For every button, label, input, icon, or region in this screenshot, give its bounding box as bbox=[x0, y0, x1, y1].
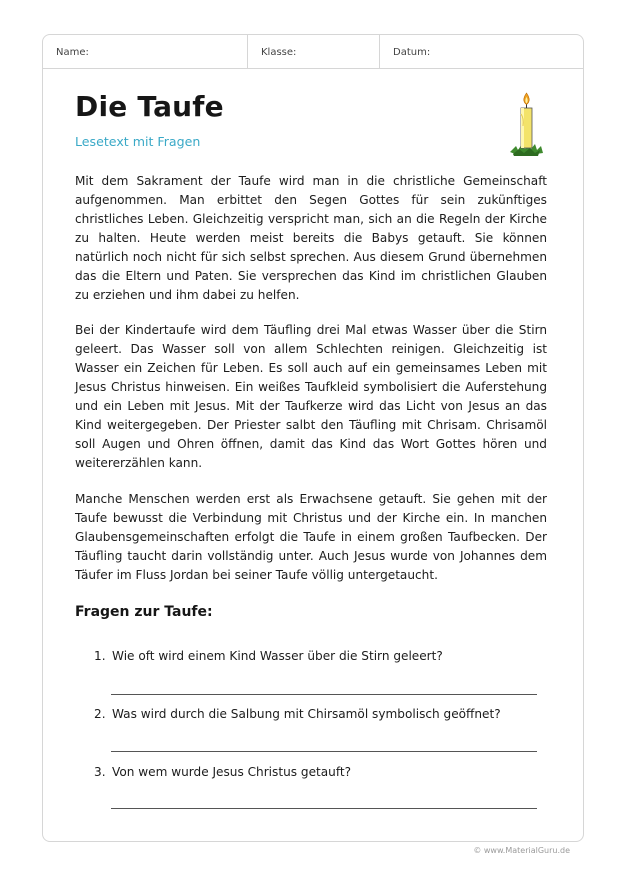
question-text: Was wird durch die Salbung mit Chirsamöl symbolisch geöffnet? bbox=[112, 707, 501, 721]
answer-line-2[interactable] bbox=[111, 751, 537, 752]
paragraph-1: Mit dem Sakrament der Taufe wird man in die christliche Gemeinschaft aufgenommen. Man erbittet den Segen Gottes für sein zukünftiges christliches Leben. Gleichzeitig verspricht man, sich an die Regeln der Kirche zu halten. Heute werden meist bereits die Babys getauft. Sie können natürlich noch nicht für sich selbst sprechen. Aus diesem Grund übernehmen das die Eltern und Paten. Sie versprechen das Kind im christlichen Glauben zu erziehen und ihm dabei zu helfen. bbox=[75, 174, 547, 302]
paragraph-2: Bei der Kindertaufe wird dem Täufling drei Mal etwas Wasser über die Stirn geleert. Das Wasser soll von allem Schlechten reinigen. Gleichzeitig ist Wasser ein Zeichen für Leben. Es soll auch auf ein gemeinsames Leben mit Jesus Christus hinweisen. Ein weißes Taufkleid symbolisiert die Auferstehung und ein Leben mit Jesus. Mit der Taufkerze wird das Licht von Jesus an das Kind weitergegeben. Der Priester salbt den Täufling mit Chrisam. Chrisamöl soll Augen und Ohren öffnen, damit das Kind das Wort Gottes hören und weitererzählen kann. bbox=[75, 323, 547, 470]
name-field[interactable] bbox=[43, 35, 248, 68]
paragraph-3: Manche Menschen werden erst als Erwachsene getauft. Sie gehen mit der Taufe bewusst die Verbindung mit Christus und der Kirche ein. In manchen Glaubensgemeinschaften erfolgt die Taufe in einem großen Taufbecken. Der Täufling taucht darin vollständig unter. Auch Jesus wurde von Johannes dem Täufer im Fluss Jordan bei seiner Taufe völlig untergetaucht. bbox=[75, 492, 547, 582]
question-2 bbox=[94, 706, 544, 722]
question-number: 1. bbox=[94, 649, 106, 663]
question-3 bbox=[94, 764, 544, 780]
class-label: Klasse: bbox=[261, 47, 297, 58]
class-field[interactable] bbox=[248, 35, 380, 68]
page-title: Die Taufe bbox=[75, 90, 224, 123]
date-field[interactable] bbox=[380, 35, 583, 68]
question-number: 2. bbox=[94, 707, 106, 721]
candle-icon bbox=[508, 92, 544, 158]
page-subtitle: Lesetext mit Fragen bbox=[75, 134, 201, 149]
question-text: Von wem wurde Jesus Christus getauft? bbox=[112, 765, 352, 779]
question-1 bbox=[94, 648, 544, 664]
answer-line-1[interactable] bbox=[111, 694, 537, 695]
answer-line-3[interactable] bbox=[111, 808, 537, 809]
header-fields bbox=[43, 35, 583, 69]
questions-heading: Fragen zur Taufe: bbox=[75, 604, 213, 620]
question-text: Wie oft wird einem Kind Wasser über die Stirn geleert? bbox=[112, 649, 443, 663]
copyright-footer: © www.MaterialGuru.de bbox=[473, 846, 570, 855]
date-label: Datum: bbox=[393, 47, 431, 58]
name-label: Name: bbox=[56, 47, 89, 58]
question-number: 3. bbox=[94, 765, 106, 779]
